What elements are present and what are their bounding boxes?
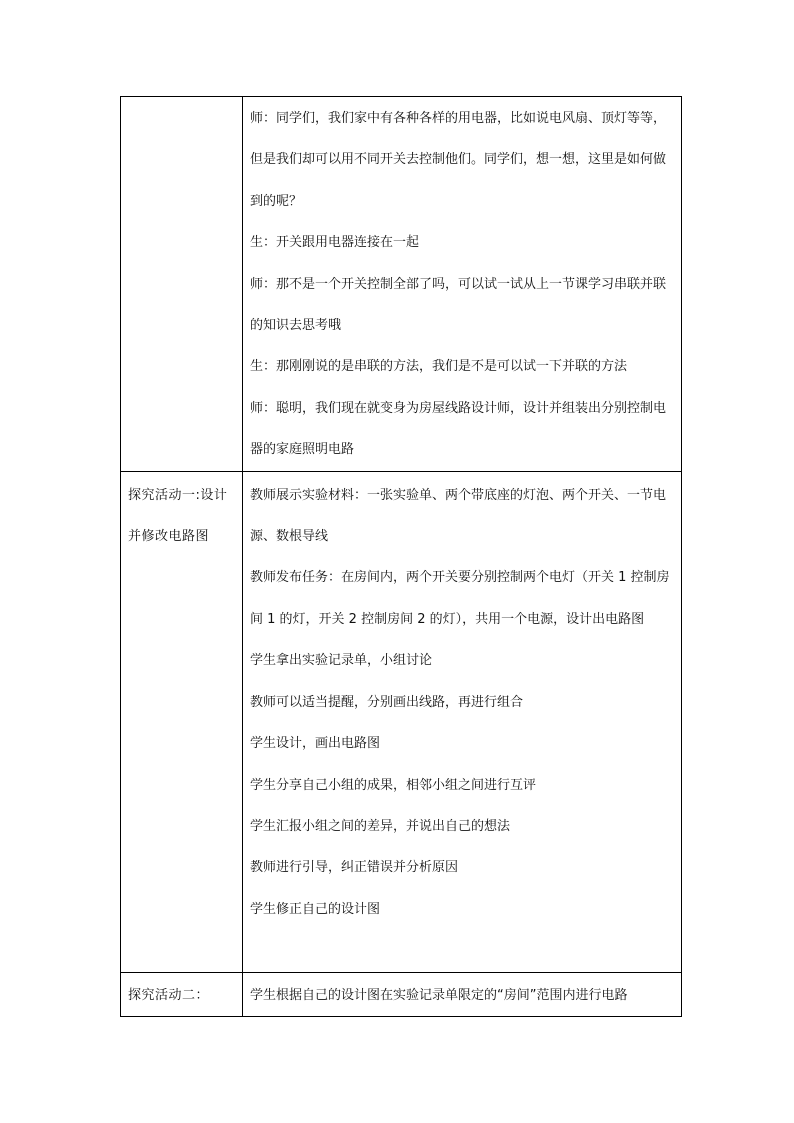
activity-paragraph: 学生设计，画出电路图 [250, 736, 381, 752]
table-row-activity-one [121, 471, 682, 972]
row-label-cell [121, 471, 243, 972]
dialogue-paragraph: 师：同学们，我们家中有各种各样的用电器，比如说电风扇、顶灯等等，但是我们却可以用不同开关去控制他们。同学们，想一想，这里是如何做到的呢？ [250, 111, 667, 209]
activity-paragraph: 教师展示实验材料：一张实验单、两个带底座的灯泡、两个开关、一节电源、数根导线 [250, 487, 667, 545]
dialogue-paragraph: 生：开关跟用电器连接在一起 [250, 235, 420, 251]
activity-paragraph: 学生分享自己小组的成果，相邻小组之间进行互评 [250, 777, 537, 793]
table-row-activity-two [121, 972, 682, 1016]
activity-paragraph: 教师可以适当提醒，分别画出线路，再进行组合 [250, 694, 524, 710]
activity-paragraph: 学生拿出实验记录单，小组讨论 [250, 653, 433, 669]
activity-paragraph: 学生汇报小组之间的差异，并说出自己的想法 [250, 818, 511, 834]
lesson-plan-table [120, 96, 682, 1017]
table-row-intro [121, 97, 682, 472]
activity-paragraph: 教师发布任务：在房间内，两个开关要分别控制两个电灯（开关 1 控制房间 1 的灯，开关 2 控制房间 2 的灯），共用一个电源，设计出电路图 [250, 570, 670, 627]
row-label-cell [121, 97, 243, 472]
activity-paragraph: 学生根据自己的设计图在实验记录单限定的“房间”范围内进行电路 [250, 987, 628, 1003]
dialogue-paragraph: 师：那不是一个开关控制全部了吗，可以试一试从上一节课学习串联并联的知识去思考哦 [250, 276, 667, 334]
dialogue-paragraph: 师：聪明，我们现在就变身为房屋线路设计师，设计并组装出分别控制电器的家庭照明电路 [250, 400, 667, 458]
row-content-cell [243, 972, 682, 1016]
activity-one-label: 探究活动一:设计并修改电路图 [128, 487, 228, 545]
row-content-cell [243, 97, 682, 472]
row-label-cell [121, 972, 243, 1016]
row-content-cell [243, 471, 682, 972]
activity-paragraph: 学生修正自己的设计图 [250, 901, 381, 917]
activity-paragraph: 教师进行引导，纠正错误并分析原因 [250, 860, 459, 876]
activity-two-label: 探究活动二： [128, 987, 210, 1003]
dialogue-paragraph: 生：那刚刚说的是串联的方法，我们是不是可以试一下并联的方法 [250, 359, 628, 375]
